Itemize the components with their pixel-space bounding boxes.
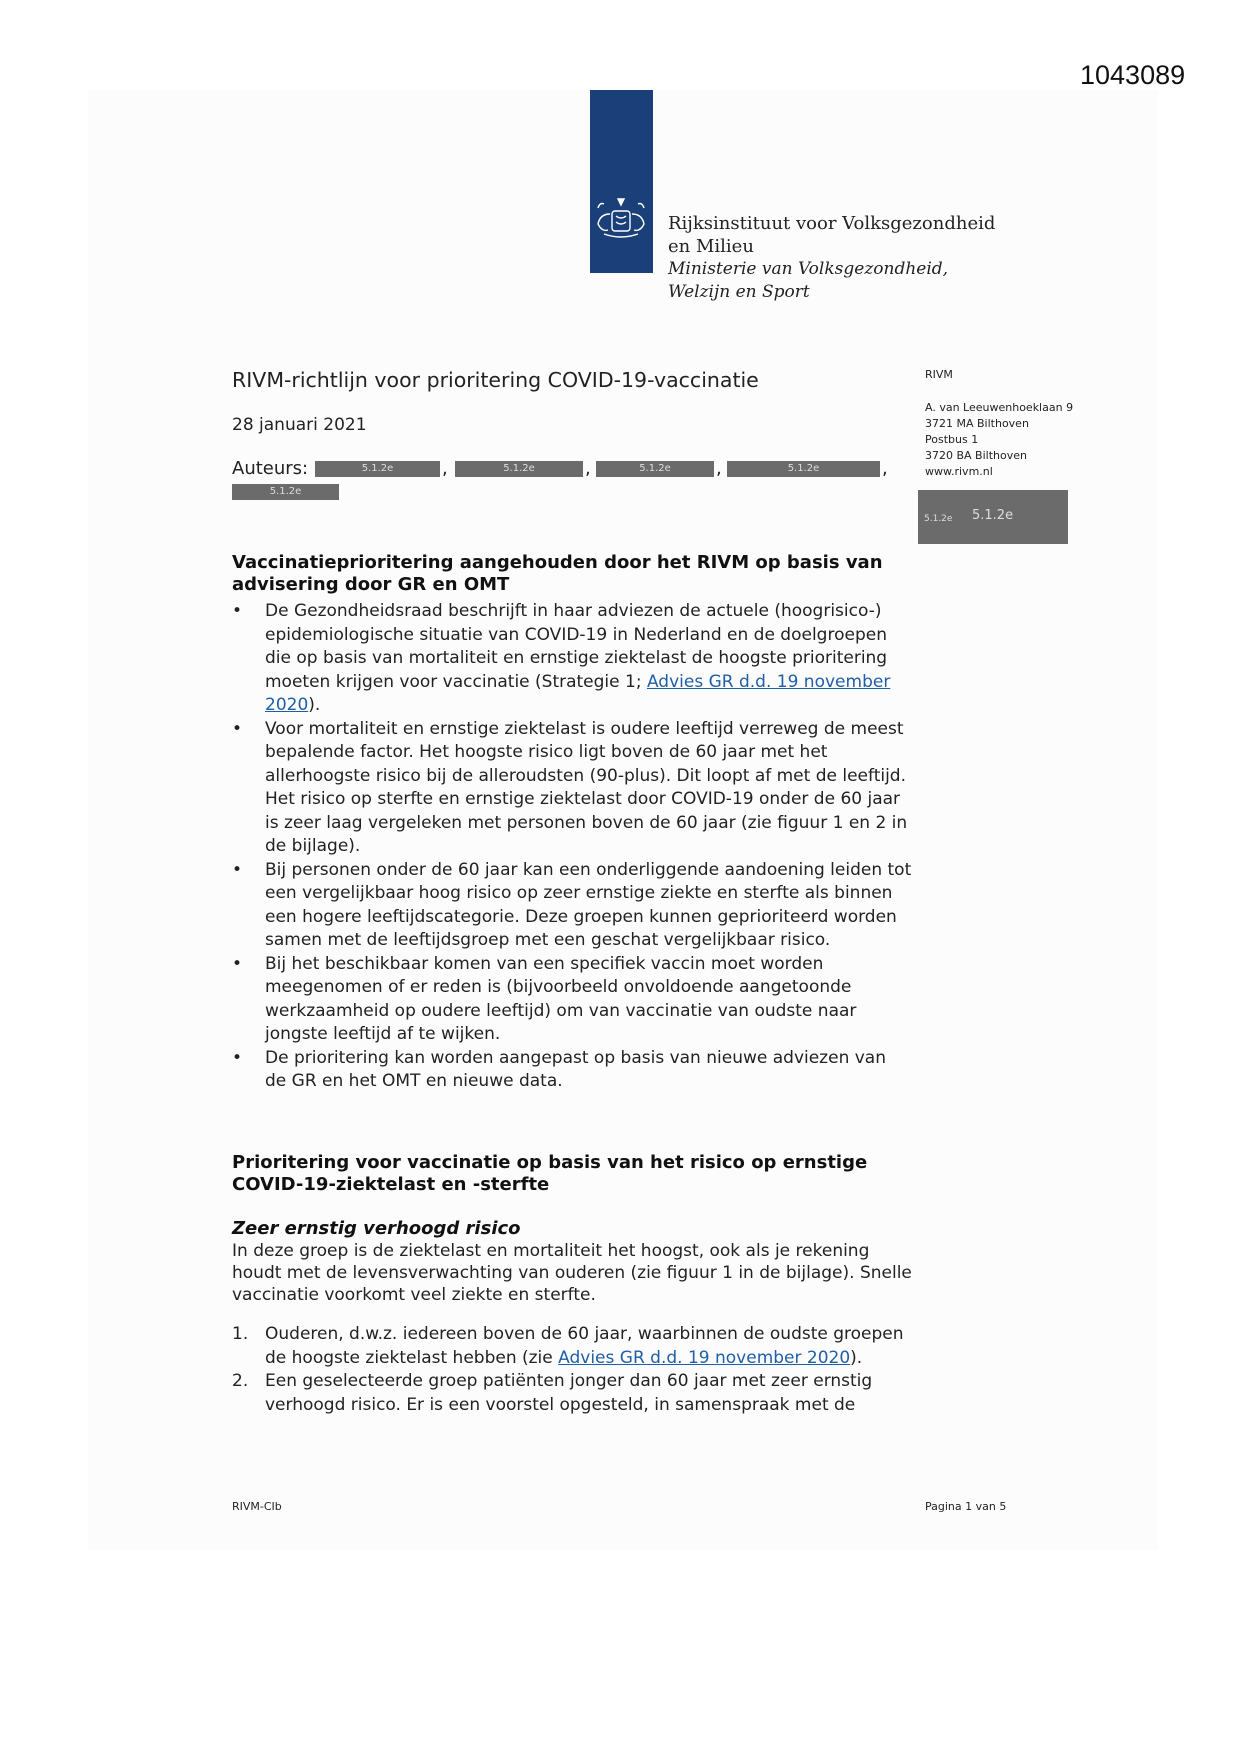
sidebar-redaction	[918, 490, 1068, 544]
document-number: 1043089	[1080, 60, 1186, 90]
item-number: 2.	[232, 1371, 249, 1391]
redaction-code-big: 5.1.2e	[972, 508, 1014, 523]
bullet-text: Voor mortaliteit en ernstige ziektelast is oudere leeftijd verreweg de meest bepalende factor. Het hoogste risico ligt boven de 60 jaar met het allerhoogste risico bij de alleroudsten (90-plus). Dit loopt af met de leeftijd. Het risico op sterfte en ernstige ziektelast door COVID-19 onder de 60 jaar is zeer laag vergeleken met personen boven de 60 jaar (zie figuur 1 en 2 in de bijlage).	[265, 718, 908, 856]
authors-label: Auteurs:	[232, 458, 309, 479]
address-line: 3720 BA Bilthoven	[925, 449, 1027, 462]
section2-subheading: Zeer ernstig verhoogd risico	[232, 1218, 521, 1239]
bullet-icon: •	[232, 1047, 243, 1068]
bullet-text: Bij het beschikbaar komen van een specifiek vaccin moet worden meegenomen of er reden is (bijvoorbeeld onvoldoende aangetoonde werkzaamheid op oudere leeftijd) om van vaccinatie van oudste naar jongste leeftijd af te wijken.	[265, 953, 857, 1044]
footer-department: RIVM-CIb	[232, 1500, 282, 1513]
bullet-icon: •	[232, 953, 243, 974]
page-number: Pagina 1 van 5	[925, 1500, 1007, 1513]
list-item	[232, 1370, 912, 1417]
bullet-text: De prioritering kan worden aangepast op basis van nieuwe adviezen van de GR en het OMT en nieuwe data.	[265, 1047, 886, 1091]
address-line: Postbus 1	[925, 433, 979, 446]
list-item	[232, 718, 912, 859]
bullet-text: De Gezondheidsraad beschrijft in haar adviezen de actuele (hoogrisico-) epidemiologische situatie van COVID-19 in Nederland en de doelgroepen die op basis van mortaliteit en ernstige ziektelast de hoogste prioritering moeten krijgen voor vaccinatie (Strategie 1;	[265, 601, 888, 692]
advies-gr-link[interactable]: Advies GR d.d. 19 november 2020	[265, 671, 891, 715]
list-item	[232, 1323, 912, 1370]
list-item	[232, 600, 912, 718]
author-separator: ,	[716, 458, 722, 479]
org-name-line1: Rijksinstituut voor Volksgezondheid	[668, 213, 996, 234]
section2-numbered-list	[232, 1323, 912, 1417]
section1-bullet-list	[232, 600, 912, 1094]
author-redaction: 5.1.2e	[596, 461, 714, 477]
author-redaction: 5.1.2e	[455, 461, 583, 477]
section2-heading: Prioritering voor vaccinatie op basis van het risico op ernstige COVID-19-ziektelast en -sterfte	[232, 1152, 868, 1195]
section2-paragraph: In deze groep is de ziektelast en mortaliteit het hoogst, ook als je rekening houdt met de levensverwachting van ouderen (zie figuur 1 in de bijlage). Snelle vaccinatie voorkomt veel ziekte en sterfte.	[232, 1241, 912, 1305]
author-redaction: 5.1.2e	[315, 461, 440, 477]
document-title: RIVM-richtlijn voor prioritering COVID-19-vaccinatie	[232, 368, 759, 392]
address-line: A. van Leeuwenhoeklaan 9	[925, 401, 1074, 414]
website-link[interactable]: www.rivm.nl	[925, 465, 993, 478]
org-name-line2: en Milieu	[668, 236, 754, 257]
list-item	[232, 859, 912, 953]
document-date: 28 januari 2021	[232, 415, 367, 435]
ministry-line2: Welzijn en Sport	[668, 282, 810, 302]
coat-of-arms-icon	[590, 90, 653, 273]
ministry-line1: Ministerie van Volksgezondheid,	[668, 259, 949, 279]
logo-text	[668, 212, 995, 304]
item-number: 1.	[232, 1324, 249, 1344]
section1-heading: Vaccinatieprioritering aangehouden door het RIVM op basis van advisering door GR en OMT	[232, 552, 883, 595]
bullet-icon: •	[232, 859, 243, 880]
item-text: Een geselecteerde groep patiënten jonger dan 60 jaar met zeer ernstig verhoogd risico. Er is een voorstel opgesteld, in samenspraak met de	[265, 1371, 873, 1415]
redaction-code-small: 5.1.2e	[924, 514, 953, 524]
author-separator: ,	[442, 458, 448, 479]
address-line: 3721 MA Bilthoven	[925, 417, 1029, 430]
advies-gr-link[interactable]: Advies GR d.d. 19 november 2020	[558, 1347, 851, 1368]
bullet-text: ).	[308, 695, 321, 715]
list-item	[232, 1047, 912, 1094]
author-separator: ,	[585, 458, 591, 479]
bullet-text: Bij personen onder de 60 jaar kan een onderliggende aandoening leiden tot een vergelijkbaar hoog risico op zeer ernstige ziekte en sterfte als binnen een hogere leeftijdscategorie. Deze groepen kunnen geprioriteerd worden samen met de leeftijdsgroep met een geschat vergelijkbaar risico.	[265, 859, 912, 950]
list-item	[232, 953, 912, 1047]
bullet-icon: •	[232, 718, 243, 739]
sidebar-org: RIVM	[925, 368, 953, 381]
logo-bar	[590, 90, 653, 273]
item-text: Ouderen, d.w.z. iedereen boven de 60 jaar, waarbinnen de oudste groepen de hoogste ziektelast hebben (zie	[265, 1324, 904, 1368]
item-text: ).	[850, 1347, 863, 1368]
author-redaction: 5.1.2e	[727, 461, 880, 477]
sidebar-address	[925, 400, 1073, 480]
author-redaction: 5.1.2e	[232, 484, 339, 500]
bullet-icon: •	[232, 601, 243, 621]
author-separator: ,	[882, 458, 888, 479]
